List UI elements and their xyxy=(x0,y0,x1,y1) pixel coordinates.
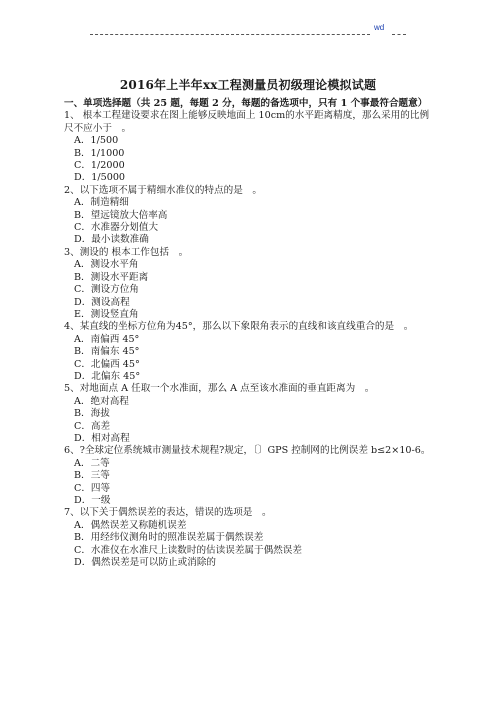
question-option: D．1/5000 xyxy=(74,172,126,184)
question-option: D．最小读数准确 xyxy=(74,234,149,246)
question-option: D．相对高程 xyxy=(74,432,130,444)
exam-content xyxy=(64,98,436,569)
question-option: D．偶然误差是可以防止或消除的 xyxy=(74,557,217,569)
page-title: 2016年上半年xx工程测量员初级理论模拟试题 xyxy=(119,78,377,92)
question-option: D．测设高程 xyxy=(74,296,130,308)
header-dashed-rule-end xyxy=(392,34,406,35)
header-mark: wd xyxy=(374,23,385,32)
question-option: A．绝对高程 xyxy=(74,395,129,407)
question-option: B．测设水平距离 xyxy=(74,271,149,283)
question-stem: 7、以下关于偶然误差的表达，错误的选项是 。 xyxy=(64,507,272,519)
question-option: C．水准仪在水准尺上读数时的估读误差属于偶然误差 xyxy=(74,544,302,556)
question-option: C．四等 xyxy=(74,482,111,494)
question-option: B．三等 xyxy=(74,470,110,482)
question-option: B．1/1000 xyxy=(74,147,125,159)
question-option: B．海拔 xyxy=(74,408,110,420)
question-stem: 5、对地面点 A 任取一个水准面，那么 A 点至该水准面的垂直距离为 。 xyxy=(64,383,375,395)
question-option: A．制造精细 xyxy=(74,197,129,209)
question-option: A．二等 xyxy=(74,457,110,469)
question-option: D．北偏东 45° xyxy=(74,370,141,382)
question-stem: 3、测设的 根本工作包括 。 xyxy=(64,246,189,258)
question-stem: 4、某直线的坐标方位角为45°，那么以下象限角表示的直线和该直线重合的是 。 xyxy=(64,321,414,333)
section-heading: 一、单项选择题（共 25 题，每题 2 分，每题的备选项中，只有 1 个事最符合题意） xyxy=(64,98,428,109)
question-option: C．高差 xyxy=(74,420,111,432)
question-option: A．1/500 xyxy=(74,135,119,147)
question-option: A．偶然误差又称随机误差 xyxy=(74,519,187,531)
question-stem: 2、以下选项不属于精细水准仪的特点的是 。 xyxy=(64,184,262,196)
question-option: C．1/2000 xyxy=(74,160,125,172)
header-dashed-rule xyxy=(90,34,370,35)
question-option: A．南偏西 45° xyxy=(74,333,140,345)
question-option: B．望远镜放大倍率高 xyxy=(74,209,168,221)
question-option: B．南偏东 45° xyxy=(74,346,140,358)
question-option: C．测设方位角 xyxy=(74,284,139,296)
question-option: D．一级 xyxy=(74,495,111,506)
question-option: E．测设竖直角 xyxy=(74,308,139,320)
question-option: B．用经纬仪测角时的照准误差属于偶然误差 xyxy=(74,532,264,544)
question-option: C．水准器分划值大 xyxy=(74,222,159,234)
question-stem: 6、?全球定位系统城市测量技术规程?规定，〔〕GPS 控制网的比例误差 b≤2×10-6。 xyxy=(64,445,431,457)
question-option: C．北偏西 45° xyxy=(74,358,140,370)
question-stem: 1、 根本工程建设要求在图上能够反映地面上 10cm的水平距离精度，那么采用的比例尺不应小于 。 xyxy=(64,110,430,134)
question-option: A．测设水平角 xyxy=(74,259,139,271)
